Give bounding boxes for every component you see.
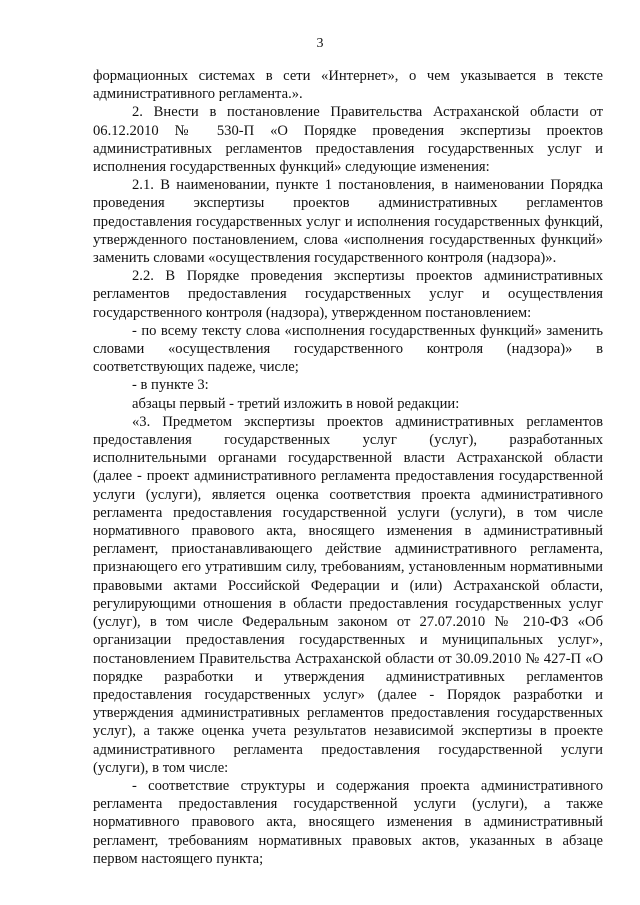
document-paragraph: - по всему тексту слова «исполнения государственных функций» заменить словами «осуществления государственного контроля (надзора)» в соответствующих падеже, числе; — [93, 322, 603, 376]
document-paragraph: 2.1. В наименовании, пункте 1 постановления, в наименовании Порядка проведения экспертизы проектов административных регламентов предоставления государственных услуг и исполнения государственных функций, утвержденного постановлением, слова «исполнения государственных функций» заменить словами «осуществления государственного контроля (надзора)». — [93, 177, 603, 267]
document-paragraph: - в пункте 3: — [132, 377, 209, 394]
document-paragraph: «3. Предметом экспертизы проектов административных регламентов предоставления государственных услуг (услуг), разработанных исполнительными органами государственной власти Астраханской области (далее - проект административного регламента предоставления государственной услуги (услуги), является оценка соответствия проекта административного регламента предоставления государственной услуги (услуги), в том числе нормативного правового акта, вносящего изменения в административный регламент, приостанавливающего действие административного регламента, признающего его утратившим силу, требованиям, установленным нормативными правовыми актами Российской Федерации и (или) Астраханской области, регулирующими отношения в области предоставления государственных услуг (услуг), в том числе Федеральным законом от 27.07.2010 № 210-ФЗ «Об организации предоставления государственных и муниципальных услуг», постановлением Правительства Астраханской области от 30.09.2010 № 427-П «О порядке разработки и утверждения административных регламентов предоставления государственных услуг» (далее - Порядок разработки и утверждения административных регламентов предоставления государственных услуг), а также оценка учета результатов независимой экспертизы в проекте административного регламента предоставления государственной услуги (услуги), в том числе: — [93, 413, 603, 776]
document-paragraph: 2.2. В Порядке проведения экспертизы проектов административных регламентов предоставления государственных услуг и осуществления государственного контроля (надзора), утвержденном постановлением: — [93, 268, 603, 321]
document-body — [93, 67, 603, 868]
document-paragraph: - соответствие структуры и содержания проекта административного регламента предоставления государственной услуги (услуги), а также нормативного правового акта, вносящего изменения в административный регламент, требованиям нормативных правовых актов, указанных в абзаце первом настоящего пункта; — [93, 777, 603, 867]
page-number: 3 — [316, 36, 324, 51]
document-paragraph: абзацы первый - третий изложить в новой редакции: — [132, 395, 460, 412]
document-paragraph: формационных системах в сети «Интернет», о чем указывается в тексте административного регламента.». — [93, 68, 603, 103]
document-paragraph: 2. Внести в постановление Правительства Астраханской области от 06.12.2010 № 530-П «О Порядке проведения экспертизы проектов административных регламентов предоставления государственных услуг и исполнения государственных функций» следующие изменения: — [93, 104, 603, 176]
